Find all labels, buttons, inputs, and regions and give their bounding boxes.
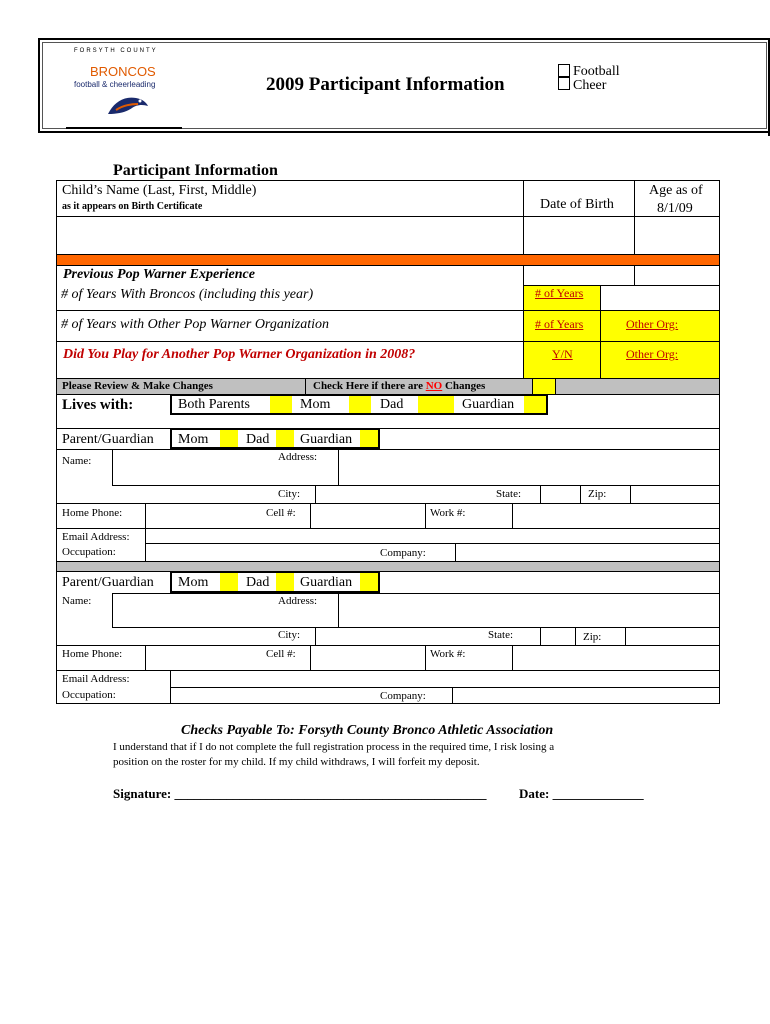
age-label-2: 8/1/09	[657, 201, 693, 216]
guardian2-label: Parent/Guardian	[62, 575, 154, 590]
logo-brand: BRONCOS	[90, 64, 156, 79]
divider	[575, 627, 576, 645]
no-changes-pre: Check Here if there are	[313, 380, 426, 392]
football-checkbox[interactable]	[558, 64, 570, 77]
guardian1-state-input[interactable]	[541, 486, 580, 503]
guardian2-zip-label: Zip:	[583, 631, 602, 643]
child-name-label: Child’s Name (Last, First, Middle)	[62, 183, 257, 198]
guardian2-zip-input[interactable]	[626, 628, 719, 645]
guardian-separator	[57, 562, 719, 571]
guardian1-occupation-label: Occupation:	[62, 546, 116, 558]
guardian2-occupation-label: Occupation:	[62, 689, 116, 701]
guardian1-occupation-input[interactable]	[146, 544, 374, 561]
divider	[425, 645, 426, 670]
guardian1-city-label: City:	[278, 488, 301, 500]
guardian1-home-phone-label: Home Phone:	[62, 507, 123, 519]
guardian1-name-input[interactable]	[113, 450, 273, 485]
notice-line-2: position on the roster for my child. If my child withdraws, I will forfeit my deposit.	[113, 756, 480, 768]
guardian2-cell-label: Cell #:	[266, 648, 296, 660]
logo	[66, 44, 182, 128]
guardian2-state-label: State:	[488, 629, 514, 641]
notice-line-1: I understand that if I do not complete the full registration process in the required time, I risk losing a	[113, 741, 555, 753]
yn-link[interactable]: Y/N	[552, 347, 573, 361]
guardian1-zip-input[interactable]	[631, 486, 719, 503]
guardian1-cell-label: Cell #:	[266, 507, 296, 519]
lives-with-label: Lives with:	[62, 397, 134, 413]
guardian1-mom-checkbox[interactable]	[220, 430, 238, 447]
guardian2-address-input[interactable]	[339, 594, 719, 627]
logo-tagline: football & cheerleading	[74, 80, 156, 89]
guardian1-dad: Dad	[246, 432, 270, 447]
lives-dad-checkbox[interactable]	[418, 396, 454, 413]
guardian2-dad: Dad	[246, 575, 270, 590]
divider	[634, 265, 635, 285]
guardian2-cell-input[interactable]	[311, 646, 425, 670]
dob-input[interactable]	[524, 217, 634, 254]
lives-both-parents: Both Parents	[178, 397, 250, 412]
age-input[interactable]	[635, 217, 719, 254]
guardian2-city-label: City:	[278, 629, 301, 641]
dob-label: Date of Birth	[540, 197, 614, 212]
guardian2-home-phone-label: Home Phone:	[62, 648, 123, 660]
child-name-sub: as it appears on Birth Certificate	[62, 201, 203, 212]
guardian1-city-input[interactable]	[316, 486, 490, 503]
guardian2-address-label: Address:	[278, 595, 318, 607]
guardian2-email-label: Email Address:	[62, 673, 130, 685]
guardian2-state-input[interactable]	[541, 628, 575, 645]
guardian2-guardian-checkbox[interactable]	[360, 573, 378, 591]
signature-line[interactable]: Signature: ________________________________________________	[113, 786, 487, 801]
lives-mom: Mom	[300, 397, 331, 412]
years-link-1[interactable]: # of Years	[535, 286, 584, 300]
divider	[305, 378, 306, 394]
guardian1-work-label: Work #:	[430, 507, 466, 519]
guardian2-company-label: Company:	[380, 690, 426, 702]
no-changes-label	[313, 381, 485, 392]
guardian2-company-input[interactable]	[453, 688, 719, 704]
review-label: Please Review & Make Changes	[62, 380, 213, 392]
guardian2-occupation-input[interactable]	[171, 688, 374, 704]
lives-dad: Dad	[380, 397, 404, 412]
no-changes-post: Changes	[442, 380, 486, 392]
page-title: 2009 Participant Information	[266, 74, 505, 95]
guardian1-zip-label: Zip:	[588, 488, 607, 500]
guardian2-home-phone-input[interactable]	[146, 646, 261, 670]
date-line[interactable]: Date: ______________	[519, 786, 644, 801]
experience-heading: Previous Pop Warner Experience	[63, 267, 255, 282]
other-org-link-2[interactable]: Other Org:	[626, 347, 679, 361]
other-org-link-1[interactable]: Other Org:	[626, 317, 679, 331]
guardian1-email-input[interactable]	[146, 529, 719, 543]
played-2008-label: Did You Play for Another Pop Warner Organization in 2008?	[63, 347, 416, 362]
guardian1-work-input[interactable]	[513, 504, 719, 528]
divider	[425, 503, 426, 528]
guardian1-address-input[interactable]	[339, 450, 719, 485]
guardian2-mom: Mom	[178, 575, 209, 590]
guardian2-name-input[interactable]	[113, 594, 273, 627]
divider	[580, 485, 581, 503]
guardian1-guardian-checkbox[interactable]	[360, 430, 378, 447]
guardian1-company-input[interactable]	[456, 544, 719, 561]
logo-underline	[66, 127, 182, 129]
guardian1-home-phone-input[interactable]	[146, 504, 261, 528]
orange-bar	[57, 255, 719, 265]
guardian2-email-input[interactable]	[171, 671, 719, 687]
no-changes-checkbox[interactable]	[532, 379, 556, 394]
guardian2-work-input[interactable]	[513, 646, 719, 670]
guardian1-address-label: Address:	[278, 451, 318, 463]
broncos-years-label: # of Years With Broncos (including this year)	[61, 287, 314, 302]
guardian2-city-input[interactable]	[316, 628, 482, 645]
no-changes-no: NO	[425, 380, 443, 392]
guardian2-mom-checkbox[interactable]	[220, 573, 238, 591]
guardian1-name-label: Name:	[62, 455, 92, 467]
other-years-label: # of Years with Other Pop Warner Organization	[61, 317, 329, 332]
section-title: Participant Information	[113, 162, 278, 179]
guardian1-state-label: State:	[496, 488, 522, 500]
lives-mom-checkbox[interactable]	[349, 396, 371, 413]
lives-both-parents-checkbox[interactable]	[270, 396, 292, 413]
divider	[56, 265, 720, 266]
divider	[56, 571, 720, 572]
child-name-input[interactable]	[57, 217, 523, 254]
guardian1-email-label: Email Address:	[62, 531, 130, 543]
guardian2-guardian: Guardian	[300, 575, 353, 590]
lives-guardian-checkbox[interactable]	[524, 396, 546, 413]
guardian2-name-label: Name:	[62, 595, 92, 607]
guardian1-mom: Mom	[178, 432, 209, 447]
cheer-checkbox[interactable]	[558, 77, 570, 90]
bronco-horse-icon	[106, 92, 150, 120]
guardian2-work-label: Work #:	[430, 648, 466, 660]
divider	[56, 428, 720, 429]
logo-county: FORSYTH COUNTY	[74, 48, 158, 54]
option-cheer: Cheer	[573, 78, 607, 93]
guardian1-guardian: Guardian	[300, 432, 353, 447]
age-label-1: Age as of	[649, 183, 703, 198]
years-link-2[interactable]: # of Years	[535, 317, 584, 331]
payable-notice: Checks Payable To: Forsyth County Bronco Athletic Association	[181, 723, 554, 738]
guardian1-dad-checkbox[interactable]	[276, 430, 294, 447]
guardian1-cell-input[interactable]	[311, 504, 425, 528]
lives-guardian: Guardian	[462, 397, 515, 412]
guardian2-dad-checkbox[interactable]	[276, 573, 294, 591]
option-football: Football	[573, 64, 620, 79]
guardian1-label: Parent/Guardian	[62, 432, 154, 447]
guardian1-company-label: Company:	[380, 547, 426, 559]
